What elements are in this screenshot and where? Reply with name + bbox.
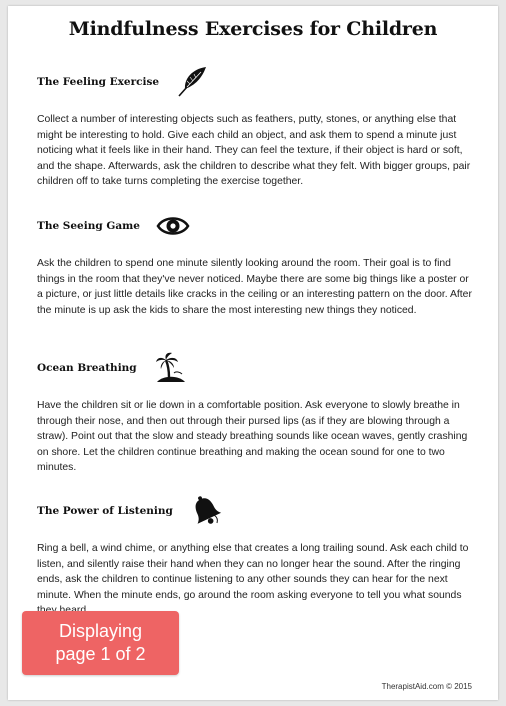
section-body: Ask the children to spend one minute silently looking around the room. Their goal is to find things in the room that they've never noticed. Maybe there are some big things like a poster or a picture, or just little details like cracks in the ceiling or an interesting pattern on the door. After the minute is up ask the kids to share the most interesting new things they noticed. [37,258,472,316]
section-power-of-listening [37,494,477,619]
section-heading: The Seeing Game [37,220,140,232]
section-heading: The Feeling Exercise [37,76,160,88]
section-heading: The Power of Listening [37,505,173,517]
section-body: Have the children sit or lie down in a comfortable position. Ask everyone to slowly breathe in through their nose, and then out through their pursed lips (as if they are blowing through a straw). Point out that the slow and steady breathing sounds like ocean waves, gently crashing on shore. Let the children continue breathing and making the ocean sound for one to two minutes. [37,400,468,474]
section-feeling-exercise [37,65,477,190]
bell-icon [189,494,223,528]
copyright-footer: TherapistAid.com © 2015 [381,682,472,691]
eye-icon [156,209,190,243]
section-body: Collect a number of interesting objects such as feathers, putty, stones, or anything else that might be interesting to hold. Give each child an object, and ask them to spend a minute just noticing what it feels like in their hand. They can feel the texture, if their object is hard or soft, and the shape. Afterwards, ask the children to describe what they felt. With bigger groups, pair children off to take turns completing the exercise together. [37,114,471,188]
page-indicator-line1: Displaying [58,621,143,641]
page-indicator-badge [22,611,179,675]
palm-island-icon [153,351,187,385]
section-heading: Ocean Breathing [37,362,137,374]
section-seeing-game [37,209,477,318]
page-title: Mindfulness Exercises for Children [68,18,438,40]
feather-icon [175,65,209,99]
page-indicator-line2: page 1 of 2 [55,644,146,664]
document-page [8,6,498,700]
section-ocean-breathing [37,351,477,476]
section-body: Ring a bell, a wind chime, or anything else that creates a long trailing sound. Ask each child to listen, and silently raise their hand when they can no longer hear the sound. After the ringing ends, ask the children to continue listening to any other sounds they can hear for the next minute. When the minute ends, go around the room asking everyone to tell you what sounds [37,543,469,601]
